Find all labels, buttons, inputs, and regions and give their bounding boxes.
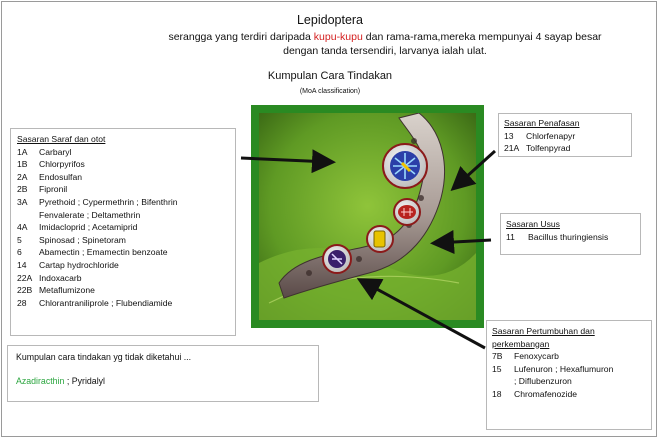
unknown-moa-label: Kumpulan cara tindakan yg tidak diketahui ... (16, 352, 192, 362)
growth-header-line2: perkembangan (492, 338, 550, 349)
item-name: Abamectin ; Emamectin benzoate (39, 247, 168, 258)
item-name: Spinosad ; Spinetoram (39, 234, 126, 245)
item-code: 1A (17, 146, 28, 157)
item-name: Metaflumizone (39, 285, 95, 296)
item-name: Pyrethoid ; Cypermethrin ; Bifenthrin (39, 196, 178, 207)
page-title: Lepidoptera (296, 13, 364, 27)
item-name: Fenoxycarb (514, 351, 559, 362)
gut-header: Sasaran Usus (506, 219, 560, 229)
item-name: Carbaryl (39, 146, 72, 157)
item-name: Cartap hydrochloride (39, 259, 119, 270)
item-code: 7B (492, 351, 503, 362)
item-code: 22B (17, 285, 33, 296)
item-name: Fenvalerate ; Deltamethrin (39, 209, 141, 220)
subtitle-part2: dan rama-rama,mereka mempunyai 4 sayap besar dengan tanda tersendiri, larvanya ialah ulat. (283, 31, 602, 57)
item-name: Tolfenpyrad (526, 143, 571, 154)
item-code: 2A (17, 171, 28, 182)
item-code: 15 (492, 363, 502, 374)
item-code: 21A (504, 143, 520, 154)
growth-arrow (362, 281, 485, 348)
item-code: 1B (17, 159, 28, 170)
item-code: 11 (506, 231, 515, 242)
item-code: 2B (17, 184, 28, 195)
item-name: Chlorfenapyr (526, 130, 576, 141)
item-name: Bacillus thuringiensis (528, 231, 609, 242)
item-code: 14 (17, 259, 27, 270)
item-code: 13 (504, 130, 514, 141)
item-name: ; Diflubenzuron (514, 376, 572, 387)
section-subheading: (MoA classification) (299, 88, 361, 95)
item-code: 22A (17, 272, 33, 283)
item-code: 18 (492, 388, 502, 399)
item-name: Imidacloprid ; Acetamiprid (39, 222, 138, 233)
subtitle-highlight: kupu-kupu (313, 31, 363, 43)
nerve-arrow (241, 158, 330, 162)
item-code: 3A (17, 196, 28, 207)
item-name: Indoxacarb (39, 272, 82, 283)
subtitle-part1: serangga yang terdiri daripada (168, 31, 314, 43)
item-code: 5 (17, 234, 22, 245)
item-name: Chromafenozide (514, 388, 578, 399)
item-name: Fipronil (39, 184, 68, 195)
item-name: Endosulfan (39, 171, 83, 182)
respiration-arrow (455, 151, 495, 187)
item-code: 6 (17, 247, 22, 258)
section-heading: Kumpulan Cara Tindakan (267, 70, 393, 82)
unknown-moa-rest: ; Pyridalyl (64, 375, 105, 386)
item-name: Lufenuron ; Hexaflumuron (514, 363, 614, 374)
gut-arrow (436, 240, 491, 243)
item-name: Chlorpyrifos (39, 159, 85, 170)
nerve-muscle-header: Sasaran Saraf dan otot (17, 134, 106, 144)
item-name: Chlorantraniliprole ; Flubendiamide (39, 297, 173, 308)
item-code: 4A (17, 222, 28, 233)
growth-header-line1: Sasaran Pertumbuhan dan (492, 326, 595, 336)
item-code: 28 (17, 297, 27, 308)
unknown-moa-green-item: Azadiracthin (16, 375, 65, 386)
respiration-header: Sasaran Penafasan (504, 118, 580, 128)
